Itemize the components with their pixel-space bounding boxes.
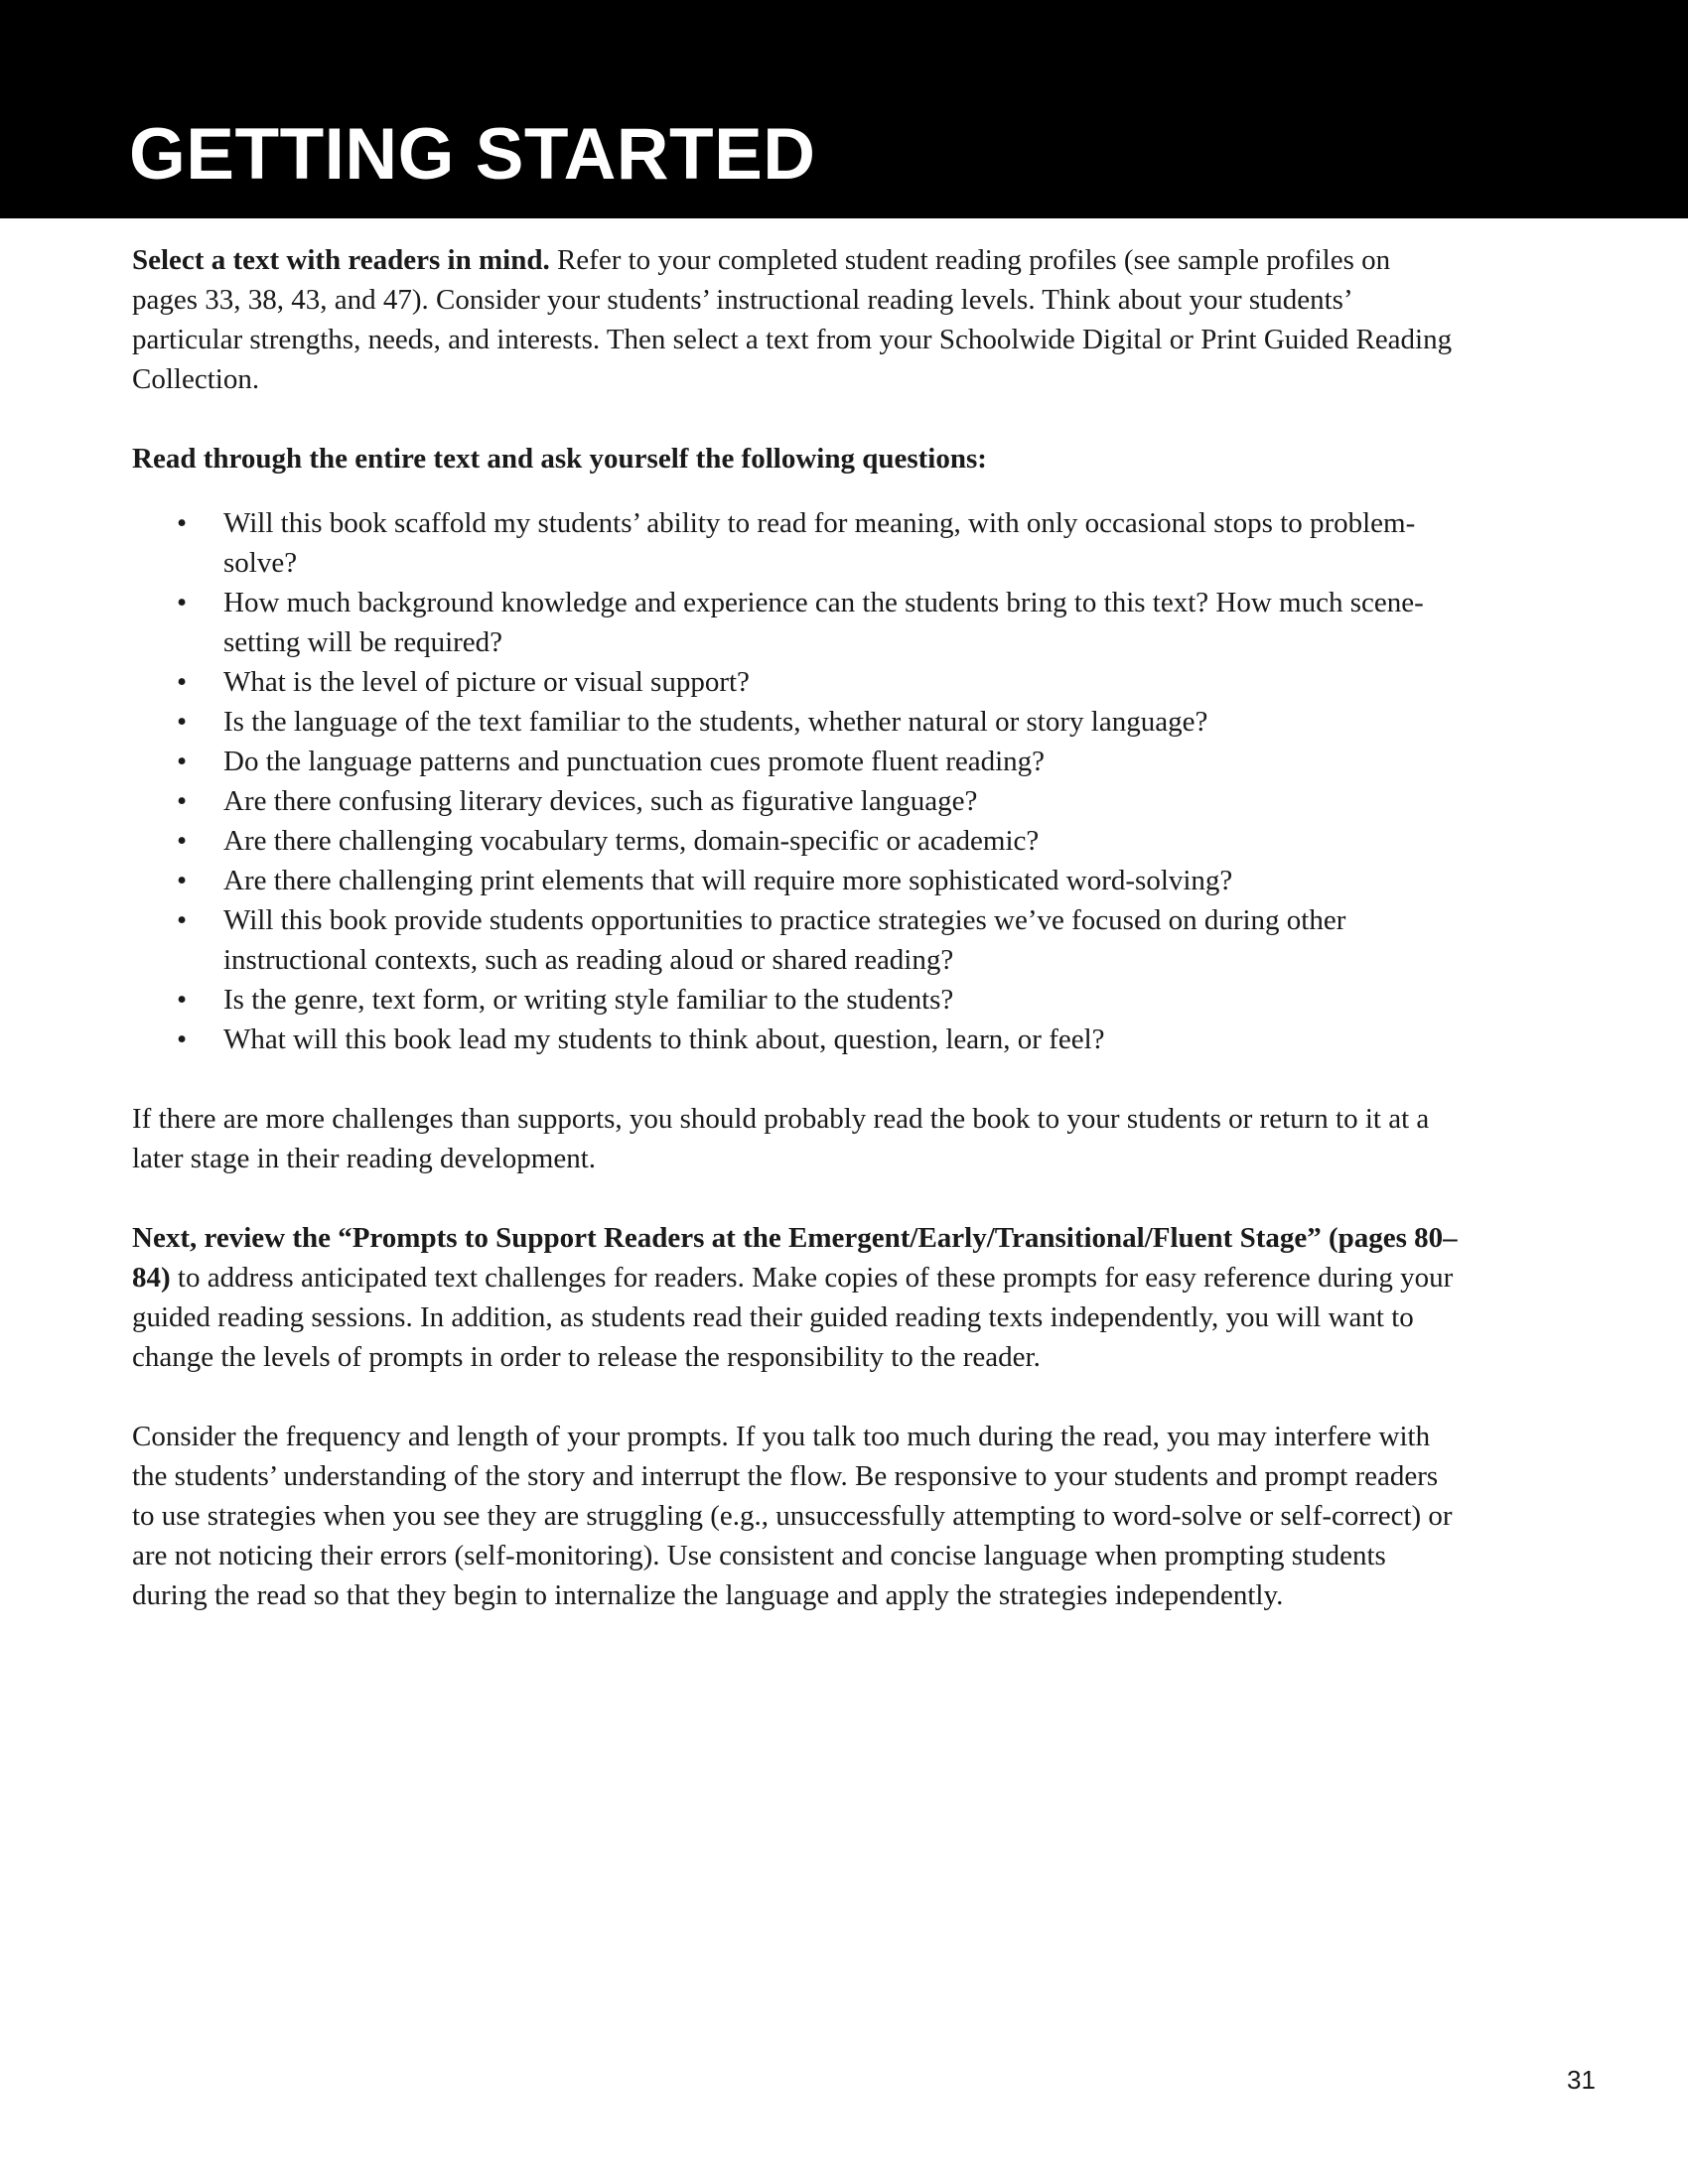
paragraph-prompt-frequency: Consider the frequency and length of your prompts. If you talk too much during the read, you may interfere with the students’ understanding of the story and interrupt the flow. Be responsive to your students and prompt readers to use strategies when you see they are struggling (e.g., unsuccessfully attempting to word-solve or self-correct) or are not noticing their errors (self-monitoring). Use consistent and concise language when prompting students during the read so that they begin to internalize the language and apply the strategies independently. (132, 1421, 1453, 1611)
paragraph-challenges: If there are more challenges than supports, you should probably read the book to your students or return to it at a later stage in their reading development. (132, 1103, 1430, 1174)
list-item-text: Are there challenging vocabulary terms, domain-specific or academic? (223, 825, 1040, 857)
bullet-icon: • (177, 587, 188, 618)
list-item-text: Are there confusing literary devices, such as figurative language? (223, 785, 978, 817)
list-item-text: Do the language patterns and punctuation cues promote fluent reading? (223, 746, 1046, 777)
list-item (132, 781, 1463, 821)
list-item-text: What will this book lead my students to think about, question, learn, or feel? (223, 1024, 1105, 1055)
list-item-text: Is the language of the text familiar to the students, whether natural or story language? (223, 706, 1208, 738)
list-item (132, 583, 1463, 662)
bullet-icon: • (177, 507, 188, 539)
bullet-icon: • (177, 666, 188, 698)
list-item-text: How much background knowledge and experience can the students bring to this text? How much scene-setting will be required? (223, 587, 1424, 658)
paragraph-lead: Next, review the “Prompts to Support Readers at the Emergent/Early/Transitional/Fluent Stage” (pages 80–84) (132, 1222, 1458, 1294)
bullet-icon: • (177, 825, 188, 857)
paragraph-select-text (132, 240, 1463, 399)
list-item-text: What is the level of picture or visual support? (223, 666, 750, 698)
list-item-text: Will this book provide students opportunities to practice strategies we’ve focused on during other instructional contexts, such as reading aloud or shared reading? (223, 904, 1346, 976)
paragraph-lead: Select a text with readers in mind. (132, 244, 550, 276)
list-item (132, 503, 1463, 583)
paragraph-body: Refer to your completed student reading profiles (see sample profiles on pages 33, 38, 43, and 47). Consider your students’ instructional reading levels. Think about your students’ particular strengths, needs, and interests. Then select a text from your Schoolwide Digital or Print Guided Reading Collection. (132, 244, 1453, 395)
bullet-icon: • (177, 1024, 188, 1055)
list-item (132, 702, 1463, 742)
bullet-icon: • (177, 785, 188, 817)
bullet-icon: • (177, 746, 188, 777)
questions-heading: Read through the entire text and ask yourself the following questions: (132, 443, 987, 475)
paragraph-body: to address anticipated text challenges for readers. Make copies of these prompts for easy reference during your guided reading sessions. In addition, as students read their guided reading texts independently, you will want to change the levels of prompts in order to release the responsibility to the reader. (132, 1262, 1454, 1373)
page-content (132, 240, 1463, 1615)
bullet-icon: • (177, 904, 188, 936)
list-item (132, 861, 1463, 900)
header-band (0, 0, 1688, 218)
list-item-text: Will this book scaffold my students’ ability to read for meaning, with only occasional stops to problem-solve? (223, 507, 1416, 579)
page-title: GETTING STARTED (129, 114, 816, 195)
page-number: 31 (1567, 2065, 1596, 2095)
bullet-icon: • (177, 706, 188, 738)
list-item-text: Is the genre, text form, or writing style familiar to the students? (223, 984, 954, 1016)
paragraph-review-prompts (132, 1218, 1463, 1377)
bullet-icon: • (177, 865, 188, 896)
list-item (132, 742, 1463, 781)
list-item-text: Are there challenging print elements that will require more sophisticated word-solving? (223, 865, 1233, 896)
questions-list (132, 503, 1463, 1059)
list-item (132, 1020, 1463, 1059)
bullet-icon: • (177, 984, 188, 1016)
list-item (132, 980, 1463, 1020)
list-item (132, 662, 1463, 702)
list-item (132, 900, 1463, 980)
list-item (132, 821, 1463, 861)
